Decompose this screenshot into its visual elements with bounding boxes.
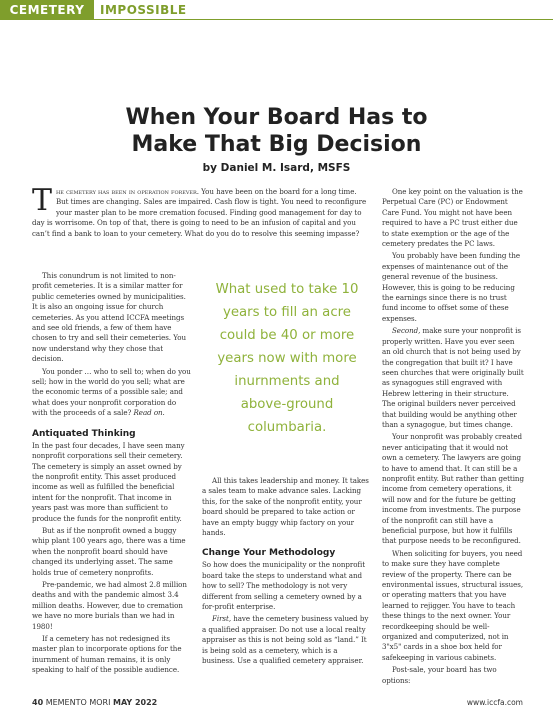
paragraph [32, 367, 192, 419]
title-line-2: Make That Big Decision [131, 132, 422, 157]
paragraph: In the past four decades, I have seen many nonprofit corporations sell their cemetery. The cemetery is simply an asset owned by the nonprofit entity. This asset produced income as well as fulfilled the beneficial intent for the nonprofit. That income in years past was more than sufficient to produce the funds for the nonprofit entity. [32, 440, 185, 523]
page-footer [32, 698, 523, 712]
subsection-label: IMPOSSIBLE [100, 3, 187, 17]
paragraph: If a cemetery has not redesigned its master plan to incorporate options for the inurnment of human remains, it is only speaking to half of the possible audience. [32, 634, 182, 675]
paragraph-text: You ponder … who to sell to; when do you sell; how in the world do you sell; what are the economic terms of a possible sale; and what does your nonprofit corporation do with the proceeds of a sale? [32, 366, 191, 418]
article-title [0, 104, 553, 158]
issue-date: MAY 2022 [112, 698, 158, 707]
byline: by Daniel M. Isard, MSFS [202, 162, 351, 174]
intro-lead: he cemetery has been in operation forever. [55, 187, 199, 196]
title-line-1: When Your Board Has to [125, 105, 428, 130]
paragraph: Post-sale, your board has two options: [382, 665, 497, 685]
magazine-name: MEMENTO MORI [45, 698, 111, 707]
column-3 [382, 187, 524, 688]
intro-text: You have been on the board for a long time. But times are changing. Sales are impaired. Cash flow is tight. You need to reconfigure your master plan to be more cremation focused. Finding good management for day to day is worrisome. On top of that, there is going to need to be an infusion of capital and you can’t find a bank to loan to your cemetery. What do you do to resolve this seeming impasse? [32, 187, 367, 238]
paragraph-text: make sure your nonprofit is properly written. Have you ever seen an old church that is not being used by the congregation that built it? I have seen churches that were originally built as synagogues still engraved with Hebrew lettering in their structure. The original builders never perceived that building would be anything other than a synagogue, but times change. [382, 326, 524, 429]
intro-paragraph [32, 183, 370, 239]
first-label: First, [212, 614, 232, 624]
column-2 [202, 476, 370, 669]
paragraph [202, 614, 370, 666]
paragraph: When soliciting for buyers, you need to make sure they have complete review of the property. There can be environmental issues, structural issues, or operating matters that you have learned to rejigger. You have to teach these things to the next owner. Your recordkeeping should be well-organized and computerized, not in 3"x5" cards in a shoe box held for safekeeping in various cabinets. [382, 548, 524, 662]
second-label: Second, [392, 326, 421, 336]
paragraph: You probably have been funding the expenses of maintenance out of the general revenue of the business. However, this is going to be reducing the earnings since there is no trust fund income to offset some of these expenses. [382, 251, 521, 323]
footer-left [32, 698, 157, 707]
column-1 [32, 271, 192, 678]
paragraph-text: have the cemetery business valued by a qualified appraiser. Do not use a local realty appraiser as this is not being sold as “land.” It is being sold as a cemetery, which is a business. Use a qualified cemetery appraiser. [202, 614, 369, 666]
section-label: CEMETERY [9, 3, 85, 17]
read-on: Read on. [133, 408, 165, 418]
website-url: www.iccfa.com [466, 698, 523, 707]
subheading-change-methodology: Change Your Methodology [202, 548, 336, 559]
paragraph: One key point on the valuation is the Perpetual Care (PC) or Endowment Care Fund. You might not have been required to have a PC trust either due to state exemption or the age of the cemetery predates the PC laws. [382, 187, 523, 249]
paragraph: All this takes leadership and money. It takes a sales team to make advance sales. Lacking this, for the sake of the nonprofit entity, your board should be prepared to take action or have an empty buggy whip factory on your hands. [202, 476, 369, 538]
header-rule [94, 19, 553, 20]
paragraph: This conundrum is not limited to non-profit cemeteries. It is a similar matter for public cemeteries owned by municipalities. It is also an ongoing issue for church cemeteries. As you attend ICCFA meetings and see old friends, a few of them have chosen to try and sell their cemeteries. You now understand why they chose that decision. [32, 271, 186, 364]
page-number: 40 [32, 698, 44, 707]
pull-quote: What used to take 10 years to fill an acre could be 40 or more years now with more inurnments and above-ground columbaria. [215, 282, 359, 435]
paragraph: So how does the municipality or the nonprofit board take the steps to understand what and how to sell? The methodology is not very different from selling a cemetery owned by a for-profit enterprise. [202, 560, 366, 612]
paragraph: But as if the nonprofit owned a buggy whip plant 100 years ago, there was a time when the nonprofit board should have changed its underlying asset. The same holds true of cemetery nonprofits. [32, 525, 186, 577]
paragraph: Your nonprofit was probably created never anticipating that it would not own a cemetery. The lawyers are going to have to amend that. It can still be a nonprofit entity. But rather than getting income from cemetery operations, it will now and for the future be getting income from investments. The purpose of the nonprofit can still have a beneficial purpose, but how it fulfills that purpose needs to be reconfigured. [382, 432, 524, 546]
paragraph: Pre-pandemic, we had almost 2.8 million deaths and with the pandemic almost 3.4 million deaths. However, due to cremation we have no more burials than we had in 1980! [32, 579, 187, 631]
subheading-antiquated-thinking: Antiquated Thinking [32, 428, 136, 439]
paragraph [382, 326, 524, 430]
drop-cap: T [32, 183, 52, 218]
section-header [0, 0, 553, 38]
